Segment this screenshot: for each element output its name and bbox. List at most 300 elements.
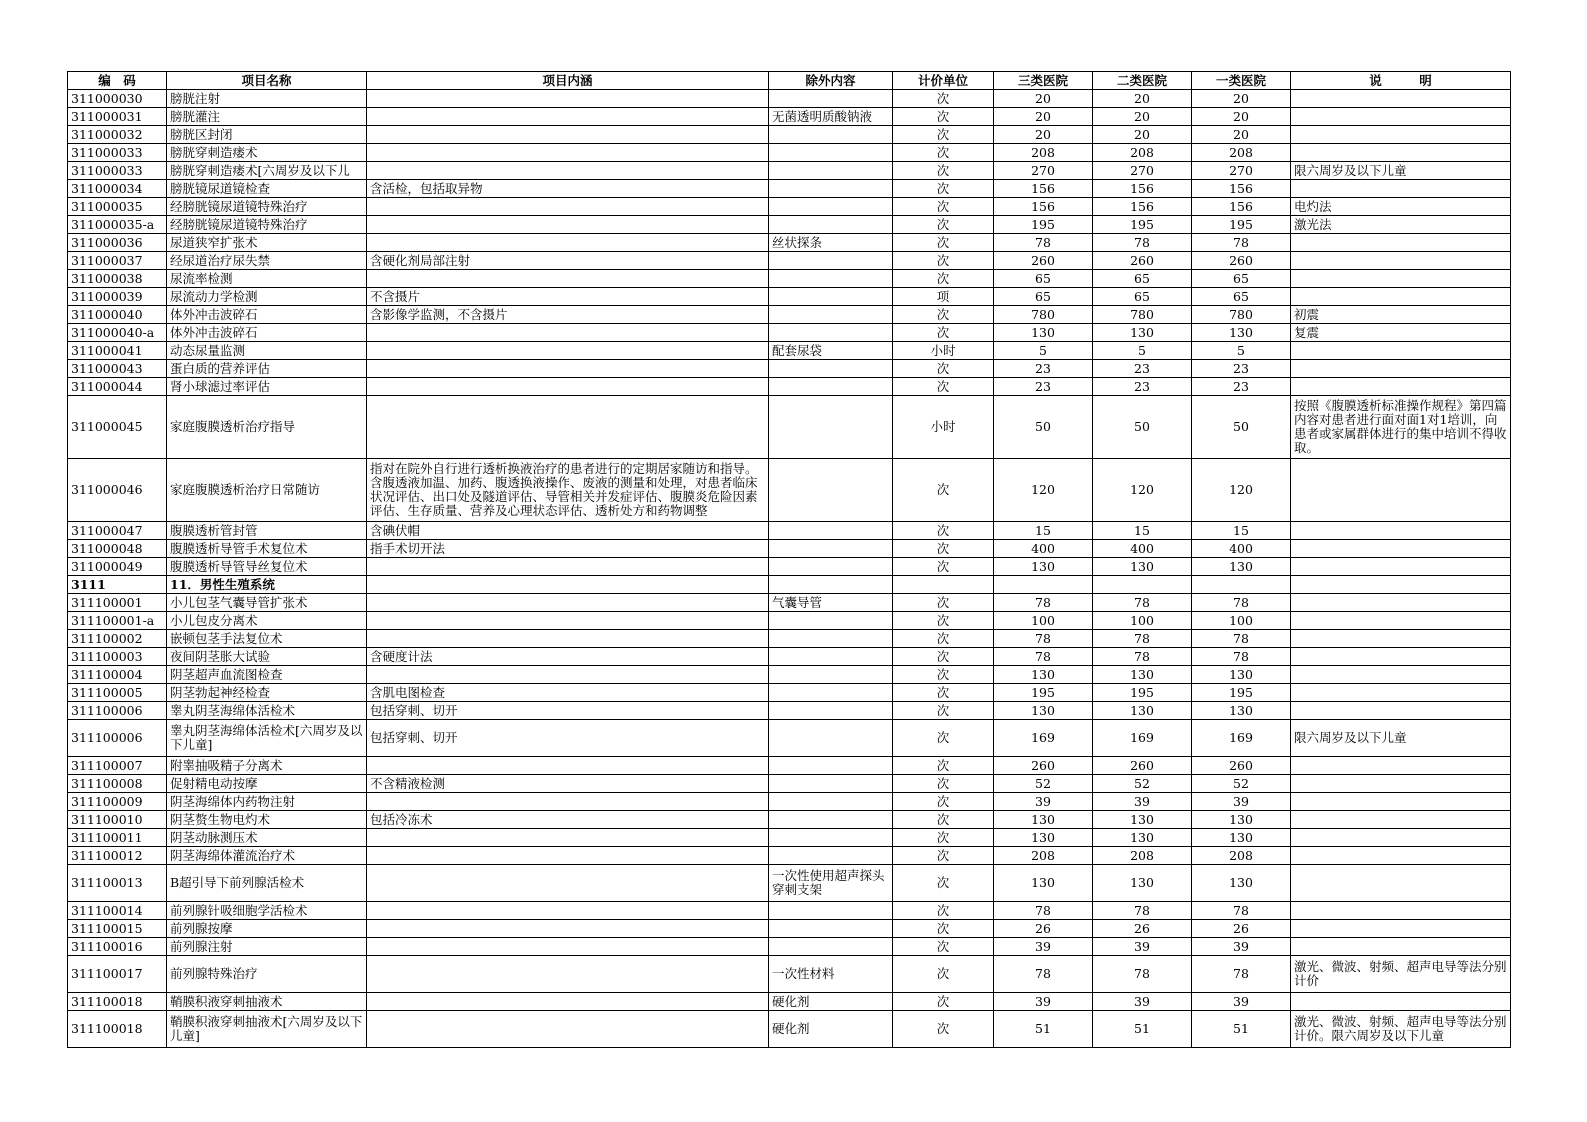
cell-unit-text: 次 bbox=[936, 902, 950, 918]
cell-note-text: 限六周岁及以下儿童 bbox=[1294, 731, 1407, 745]
cell-price-class2-text: 195 bbox=[1130, 684, 1154, 700]
cell-name bbox=[167, 90, 367, 108]
cell-unit-text: 次 bbox=[936, 966, 950, 981]
cell-name-text: 鞘膜积液穿刺抽液术 bbox=[170, 993, 283, 1009]
cell-price-class3 bbox=[994, 396, 1093, 459]
cell-price-class1 bbox=[1192, 920, 1291, 938]
cell-price-class1-text: 169 bbox=[1229, 730, 1253, 745]
cell-name-text: 附睾抽吸精子分离术 bbox=[170, 757, 283, 773]
cell-note bbox=[1291, 459, 1511, 522]
cell-unit-text: 次 bbox=[936, 162, 950, 178]
cell-name bbox=[167, 684, 367, 702]
cell-price-class3 bbox=[994, 108, 1093, 126]
cell-unit bbox=[893, 938, 994, 956]
cell-price-class3-text: 130 bbox=[1031, 324, 1055, 340]
cell-unit-text: 次 bbox=[936, 594, 950, 610]
cell-price-class1-text: 20 bbox=[1233, 126, 1249, 142]
cell-price-class1-text: 130 bbox=[1229, 324, 1253, 340]
cell-name-text: 肾小球滤过率评估 bbox=[170, 378, 271, 394]
cell-note bbox=[1291, 902, 1511, 920]
cell-price-class2 bbox=[1093, 793, 1192, 811]
cell-price-class2 bbox=[1093, 216, 1192, 234]
cell-note bbox=[1291, 920, 1511, 938]
cell-content bbox=[367, 612, 769, 630]
cell-unit-text: 次 bbox=[936, 378, 950, 394]
cell-price-class3 bbox=[994, 938, 1093, 956]
cell-note bbox=[1291, 108, 1511, 126]
cell-content-text: 指手术切开法 bbox=[370, 540, 446, 556]
cell-name-text: 前列腺针吸细胞学活检术 bbox=[170, 902, 308, 918]
cell-price-class2-text: 65 bbox=[1134, 288, 1150, 304]
cell-name bbox=[167, 594, 367, 612]
cell-name bbox=[167, 459, 367, 522]
cell-name bbox=[167, 902, 367, 920]
table-row bbox=[68, 540, 1511, 558]
cell-price-class3-text: 78 bbox=[1035, 966, 1051, 981]
cell-name bbox=[167, 342, 367, 360]
cell-note bbox=[1291, 288, 1511, 306]
cell-price-class1-text: 39 bbox=[1233, 993, 1249, 1009]
cell-note bbox=[1291, 558, 1511, 576]
cell-name bbox=[167, 324, 367, 342]
cell-price-class1-text: 78 bbox=[1233, 966, 1249, 981]
cell-unit bbox=[893, 956, 994, 993]
cell-unit bbox=[893, 702, 994, 720]
cell-note bbox=[1291, 216, 1511, 234]
cell-price-class3 bbox=[994, 90, 1093, 108]
cell-name bbox=[167, 180, 367, 198]
cell-price-class1-text: 65 bbox=[1233, 270, 1249, 286]
cell-name-text: B超引导下前列腺活检术 bbox=[170, 876, 305, 890]
cell-price-class3-text: 260 bbox=[1031, 757, 1055, 773]
cell-price-class3-text: 23 bbox=[1035, 378, 1051, 394]
cell-name bbox=[167, 522, 367, 540]
cell-code-text: 311100017 bbox=[71, 966, 143, 981]
cell-price-class3 bbox=[994, 216, 1093, 234]
cell-name bbox=[167, 540, 367, 558]
cell-price-class2 bbox=[1093, 956, 1192, 993]
cell-price-class1 bbox=[1192, 216, 1291, 234]
cell-name-text: 11．男性生殖系统 bbox=[170, 576, 275, 592]
cell-unit-text: 次 bbox=[936, 684, 950, 700]
cell-price-class2-text: 780 bbox=[1130, 306, 1154, 322]
cell-unit bbox=[893, 378, 994, 396]
cell-price-class3 bbox=[994, 865, 1093, 902]
cell-name-text: 家庭腹膜透析治疗日常随访 bbox=[170, 483, 321, 497]
cell-unit bbox=[893, 757, 994, 775]
cell-code bbox=[68, 920, 167, 938]
cell-note bbox=[1291, 956, 1511, 993]
cell-unit bbox=[893, 684, 994, 702]
cell-price-class1 bbox=[1192, 360, 1291, 378]
cell-price-class2 bbox=[1093, 612, 1192, 630]
cell-name-text: 腹膜透析管封管 bbox=[170, 522, 258, 538]
cell-price-class2 bbox=[1093, 684, 1192, 702]
cell-price-class3 bbox=[994, 956, 1093, 993]
cell-unit-text: 次 bbox=[936, 558, 950, 574]
cell-code bbox=[68, 576, 167, 594]
cell-price-class1-text: 20 bbox=[1233, 108, 1249, 124]
cell-unit-text: 次 bbox=[936, 90, 950, 106]
header-price-class1: 一类医院 bbox=[1192, 72, 1291, 90]
header-name: 项目名称 bbox=[167, 72, 367, 90]
cell-code-text: 311000033 bbox=[71, 162, 143, 178]
cell-price-class3 bbox=[994, 829, 1093, 847]
cell-price-class1 bbox=[1192, 630, 1291, 648]
cell-price-class2-text: 20 bbox=[1134, 108, 1150, 124]
cell-name-text: 阴茎动脉测压术 bbox=[170, 829, 258, 845]
cell-code bbox=[68, 775, 167, 793]
cell-code-text: 311000043 bbox=[71, 360, 143, 376]
cell-content bbox=[367, 216, 769, 234]
cell-price-class2 bbox=[1093, 993, 1192, 1011]
cell-price-class3 bbox=[994, 144, 1093, 162]
cell-code bbox=[68, 612, 167, 630]
cell-code bbox=[68, 396, 167, 459]
cell-unit bbox=[893, 162, 994, 180]
cell-except-text: 配套尿袋 bbox=[772, 342, 823, 358]
cell-price-class1-text: 52 bbox=[1233, 775, 1249, 791]
cell-code-text: 311100014 bbox=[71, 902, 143, 918]
cell-price-class3-text: 130 bbox=[1031, 702, 1055, 718]
cell-unit-text: 次 bbox=[936, 875, 950, 890]
cell-except bbox=[769, 126, 893, 144]
cell-price-class2 bbox=[1093, 90, 1192, 108]
cell-except bbox=[769, 162, 893, 180]
cell-name bbox=[167, 612, 367, 630]
cell-content bbox=[367, 938, 769, 956]
cell-name bbox=[167, 829, 367, 847]
cell-content bbox=[367, 540, 769, 558]
cell-name-text: 膀胱穿刺造瘘术 bbox=[170, 144, 258, 160]
cell-price-class1-text: 23 bbox=[1233, 378, 1249, 394]
cell-code-text: 311000038 bbox=[71, 270, 143, 286]
cell-name-text: 腹膜透析导管导丝复位术 bbox=[170, 558, 308, 574]
cell-price-class1-text: 780 bbox=[1229, 306, 1253, 322]
cell-note bbox=[1291, 180, 1511, 198]
cell-note bbox=[1291, 648, 1511, 666]
cell-content bbox=[367, 702, 769, 720]
cell-note-text: 激光法 bbox=[1294, 216, 1332, 232]
cell-content bbox=[367, 720, 769, 757]
cell-content bbox=[367, 270, 769, 288]
cell-name-text: 动态尿量监测 bbox=[170, 342, 246, 358]
cell-note bbox=[1291, 865, 1511, 902]
cell-price-class3 bbox=[994, 126, 1093, 144]
cell-note bbox=[1291, 234, 1511, 252]
table-row bbox=[68, 126, 1511, 144]
cell-except-text: 一次性材料 bbox=[772, 967, 835, 981]
cell-except bbox=[769, 666, 893, 684]
cell-note bbox=[1291, 90, 1511, 108]
cell-price-class2 bbox=[1093, 198, 1192, 216]
cell-unit bbox=[893, 865, 994, 902]
cell-price-class3-text: 65 bbox=[1035, 288, 1051, 304]
cell-unit bbox=[893, 902, 994, 920]
cell-unit-text: 次 bbox=[936, 630, 950, 646]
cell-except bbox=[769, 180, 893, 198]
cell-unit-text: 次 bbox=[936, 306, 950, 322]
cell-note bbox=[1291, 775, 1511, 793]
cell-name bbox=[167, 793, 367, 811]
table-row bbox=[68, 920, 1511, 938]
cell-unit bbox=[893, 306, 994, 324]
cell-code bbox=[68, 594, 167, 612]
cell-price-class1 bbox=[1192, 126, 1291, 144]
cell-except-text: 一次性使用超声探头穿刺支架 bbox=[772, 869, 885, 897]
cell-name bbox=[167, 126, 367, 144]
cell-unit bbox=[893, 558, 994, 576]
cell-code-text: 311000034 bbox=[71, 180, 143, 196]
header-price-class2: 二类医院 bbox=[1093, 72, 1192, 90]
table-row bbox=[68, 144, 1511, 162]
cell-price-class1-text: 130 bbox=[1229, 875, 1253, 890]
cell-unit bbox=[893, 811, 994, 829]
cell-content bbox=[367, 522, 769, 540]
cell-unit bbox=[893, 540, 994, 558]
cell-name-text: 经膀胱镜尿道镜特殊治疗 bbox=[170, 198, 308, 214]
table-row bbox=[68, 216, 1511, 234]
header-code: 编 码 bbox=[68, 72, 167, 90]
cell-price-class1 bbox=[1192, 306, 1291, 324]
cell-content bbox=[367, 811, 769, 829]
cell-code bbox=[68, 288, 167, 306]
cell-price-class2-text: 51 bbox=[1134, 1021, 1150, 1036]
cell-unit bbox=[893, 775, 994, 793]
cell-code-text: 311100003 bbox=[71, 648, 143, 664]
cell-unit-text: 次 bbox=[936, 360, 950, 376]
cell-except bbox=[769, 270, 893, 288]
cell-except bbox=[769, 920, 893, 938]
cell-unit-text: 次 bbox=[936, 993, 950, 1009]
cell-price-class2-text: 270 bbox=[1130, 162, 1154, 178]
cell-unit-text: 次 bbox=[936, 252, 950, 268]
cell-name-text: 促射精电动按摩 bbox=[170, 775, 258, 791]
table-row bbox=[68, 180, 1511, 198]
cell-unit bbox=[893, 522, 994, 540]
cell-except bbox=[769, 459, 893, 522]
cell-price-class3 bbox=[994, 684, 1093, 702]
cell-price-class1-text: 195 bbox=[1229, 216, 1253, 232]
cell-price-class2 bbox=[1093, 829, 1192, 847]
cell-note-text: 电灼法 bbox=[1294, 198, 1332, 214]
cell-name bbox=[167, 558, 367, 576]
cell-price-class3 bbox=[994, 522, 1093, 540]
cell-name-text: 膀胱注射 bbox=[170, 90, 221, 106]
table-row bbox=[68, 684, 1511, 702]
cell-price-class1 bbox=[1192, 108, 1291, 126]
cell-price-class2 bbox=[1093, 594, 1192, 612]
cell-unit-text: 次 bbox=[936, 847, 950, 863]
cell-code bbox=[68, 270, 167, 288]
cell-except bbox=[769, 324, 893, 342]
cell-price-class1-text: 120 bbox=[1229, 483, 1253, 497]
cell-unit-text: 次 bbox=[936, 180, 950, 196]
cell-price-class1-text: 5 bbox=[1237, 342, 1245, 358]
cell-note bbox=[1291, 522, 1511, 540]
cell-code-text: 311100001 bbox=[71, 594, 143, 610]
cell-price-class1-text: 23 bbox=[1233, 360, 1249, 376]
cell-note bbox=[1291, 757, 1511, 775]
cell-price-class3 bbox=[994, 378, 1093, 396]
cell-code bbox=[68, 1011, 167, 1048]
cell-price-class2 bbox=[1093, 180, 1192, 198]
cell-except-text: 丝状探条 bbox=[772, 234, 823, 250]
cell-price-class1 bbox=[1192, 324, 1291, 342]
cell-name bbox=[167, 234, 367, 252]
cell-price-class2 bbox=[1093, 459, 1192, 522]
cell-except bbox=[769, 144, 893, 162]
cell-unit-text: 次 bbox=[936, 483, 950, 497]
cell-price-class2-text: 130 bbox=[1130, 324, 1154, 340]
cell-price-class1 bbox=[1192, 666, 1291, 684]
cell-price-class3 bbox=[994, 270, 1093, 288]
cell-except bbox=[769, 396, 893, 459]
cell-price-class2 bbox=[1093, 558, 1192, 576]
cell-unit-text: 次 bbox=[936, 126, 950, 142]
cell-code bbox=[68, 144, 167, 162]
cell-content bbox=[367, 684, 769, 702]
cell-price-class2-text: 260 bbox=[1130, 757, 1154, 773]
cell-code bbox=[68, 847, 167, 865]
cell-content bbox=[367, 288, 769, 306]
cell-price-class1 bbox=[1192, 702, 1291, 720]
cell-except bbox=[769, 648, 893, 666]
cell-price-class3-text: 130 bbox=[1031, 829, 1055, 845]
cell-name-text: 经尿道治疗尿失禁 bbox=[170, 252, 271, 268]
cell-price-class1-text: 39 bbox=[1233, 938, 1249, 954]
cell-price-class3 bbox=[994, 793, 1093, 811]
cell-content-text: 含硬度计法 bbox=[370, 648, 433, 664]
table-row bbox=[68, 288, 1511, 306]
cell-price-class1-text: 78 bbox=[1233, 234, 1249, 250]
cell-note bbox=[1291, 811, 1511, 829]
table-row bbox=[68, 648, 1511, 666]
cell-price-class3-text: 15 bbox=[1035, 522, 1051, 538]
cell-note bbox=[1291, 540, 1511, 558]
table-row bbox=[68, 630, 1511, 648]
cell-price-class1 bbox=[1192, 612, 1291, 630]
cell-price-class3-text: 78 bbox=[1035, 902, 1051, 918]
cell-name-text: 小儿包茎气囊导管扩张术 bbox=[170, 594, 308, 610]
cell-content bbox=[367, 234, 769, 252]
cell-name bbox=[167, 360, 367, 378]
cell-code bbox=[68, 793, 167, 811]
cell-content bbox=[367, 793, 769, 811]
cell-except bbox=[769, 865, 893, 902]
cell-unit bbox=[893, 612, 994, 630]
cell-content-text: 含影像学监测，不含摄片 bbox=[370, 306, 508, 322]
cell-price-class2-text: 39 bbox=[1134, 938, 1150, 954]
cell-name bbox=[167, 811, 367, 829]
cell-note bbox=[1291, 720, 1511, 757]
cell-price-class1 bbox=[1192, 594, 1291, 612]
cell-name-text: 经膀胱镜尿道镜特殊治疗 bbox=[170, 216, 308, 232]
cell-price-class2 bbox=[1093, 1011, 1192, 1048]
cell-price-class2 bbox=[1093, 144, 1192, 162]
cell-unit bbox=[893, 234, 994, 252]
cell-code bbox=[68, 522, 167, 540]
cell-price-class1 bbox=[1192, 252, 1291, 270]
cell-name bbox=[167, 216, 367, 234]
cell-except bbox=[769, 1011, 893, 1048]
cell-content bbox=[367, 829, 769, 847]
cell-note-text: 激光、微波、射频、超声电导等法分别计价 bbox=[1294, 960, 1507, 988]
cell-code-text: 311000041 bbox=[71, 342, 143, 358]
cell-price-class2 bbox=[1093, 757, 1192, 775]
cell-code bbox=[68, 993, 167, 1011]
cell-unit-text: 次 bbox=[936, 108, 950, 124]
cell-note bbox=[1291, 396, 1511, 459]
cell-except bbox=[769, 993, 893, 1011]
cell-note bbox=[1291, 342, 1511, 360]
cell-note bbox=[1291, 144, 1511, 162]
cell-content bbox=[367, 902, 769, 920]
cell-name-text: 腹膜透析导管手术复位术 bbox=[170, 540, 308, 556]
cell-price-class1 bbox=[1192, 993, 1291, 1011]
cell-code bbox=[68, 162, 167, 180]
cell-content bbox=[367, 757, 769, 775]
cell-except bbox=[769, 198, 893, 216]
header-except: 除外内容 bbox=[769, 72, 893, 90]
cell-code-text: 311000035 bbox=[71, 198, 143, 214]
cell-price-class2-text: 400 bbox=[1130, 540, 1154, 556]
cell-price-class3-text: 270 bbox=[1031, 162, 1055, 178]
cell-price-class3 bbox=[994, 1011, 1093, 1048]
cell-except bbox=[769, 90, 893, 108]
cell-note bbox=[1291, 847, 1511, 865]
cell-content bbox=[367, 920, 769, 938]
cell-price-class3-text: 780 bbox=[1031, 306, 1055, 322]
cell-code-text: 311000040-a bbox=[71, 324, 155, 340]
cell-code-text: 311100018 bbox=[71, 993, 143, 1009]
cell-price-class2 bbox=[1093, 306, 1192, 324]
cell-price-class2-text: 20 bbox=[1134, 126, 1150, 142]
cell-price-class2-text: 23 bbox=[1134, 378, 1150, 394]
cell-price-class2-text: 26 bbox=[1134, 920, 1150, 936]
table-row bbox=[68, 811, 1511, 829]
cell-code-text: 311000035-a bbox=[71, 216, 155, 232]
cell-unit bbox=[893, 270, 994, 288]
cell-price-class3-text: 195 bbox=[1031, 216, 1055, 232]
cell-code-text: 311100016 bbox=[71, 938, 143, 954]
cell-except bbox=[769, 938, 893, 956]
cell-content-text: 包括冷冻术 bbox=[370, 811, 433, 827]
table-row bbox=[68, 793, 1511, 811]
section-row bbox=[68, 576, 1511, 594]
cell-code-text: 311000031 bbox=[71, 108, 143, 124]
cell-code bbox=[68, 90, 167, 108]
cell-except bbox=[769, 702, 893, 720]
cell-name bbox=[167, 757, 367, 775]
cell-unit-text: 次 bbox=[936, 234, 950, 250]
cell-code-text: 311000045 bbox=[71, 420, 143, 434]
cell-except bbox=[769, 829, 893, 847]
cell-price-class3 bbox=[994, 757, 1093, 775]
cell-unit bbox=[893, 993, 994, 1011]
table-row bbox=[68, 847, 1511, 865]
cell-price-class3 bbox=[994, 902, 1093, 920]
cell-unit bbox=[893, 630, 994, 648]
cell-price-class2-text: 52 bbox=[1134, 775, 1150, 791]
cell-price-class3-text: 5 bbox=[1039, 342, 1047, 358]
table-row bbox=[68, 1011, 1511, 1048]
cell-code bbox=[68, 865, 167, 902]
cell-content bbox=[367, 90, 769, 108]
cell-price-class1 bbox=[1192, 956, 1291, 993]
cell-price-class2 bbox=[1093, 865, 1192, 902]
cell-content bbox=[367, 576, 769, 594]
